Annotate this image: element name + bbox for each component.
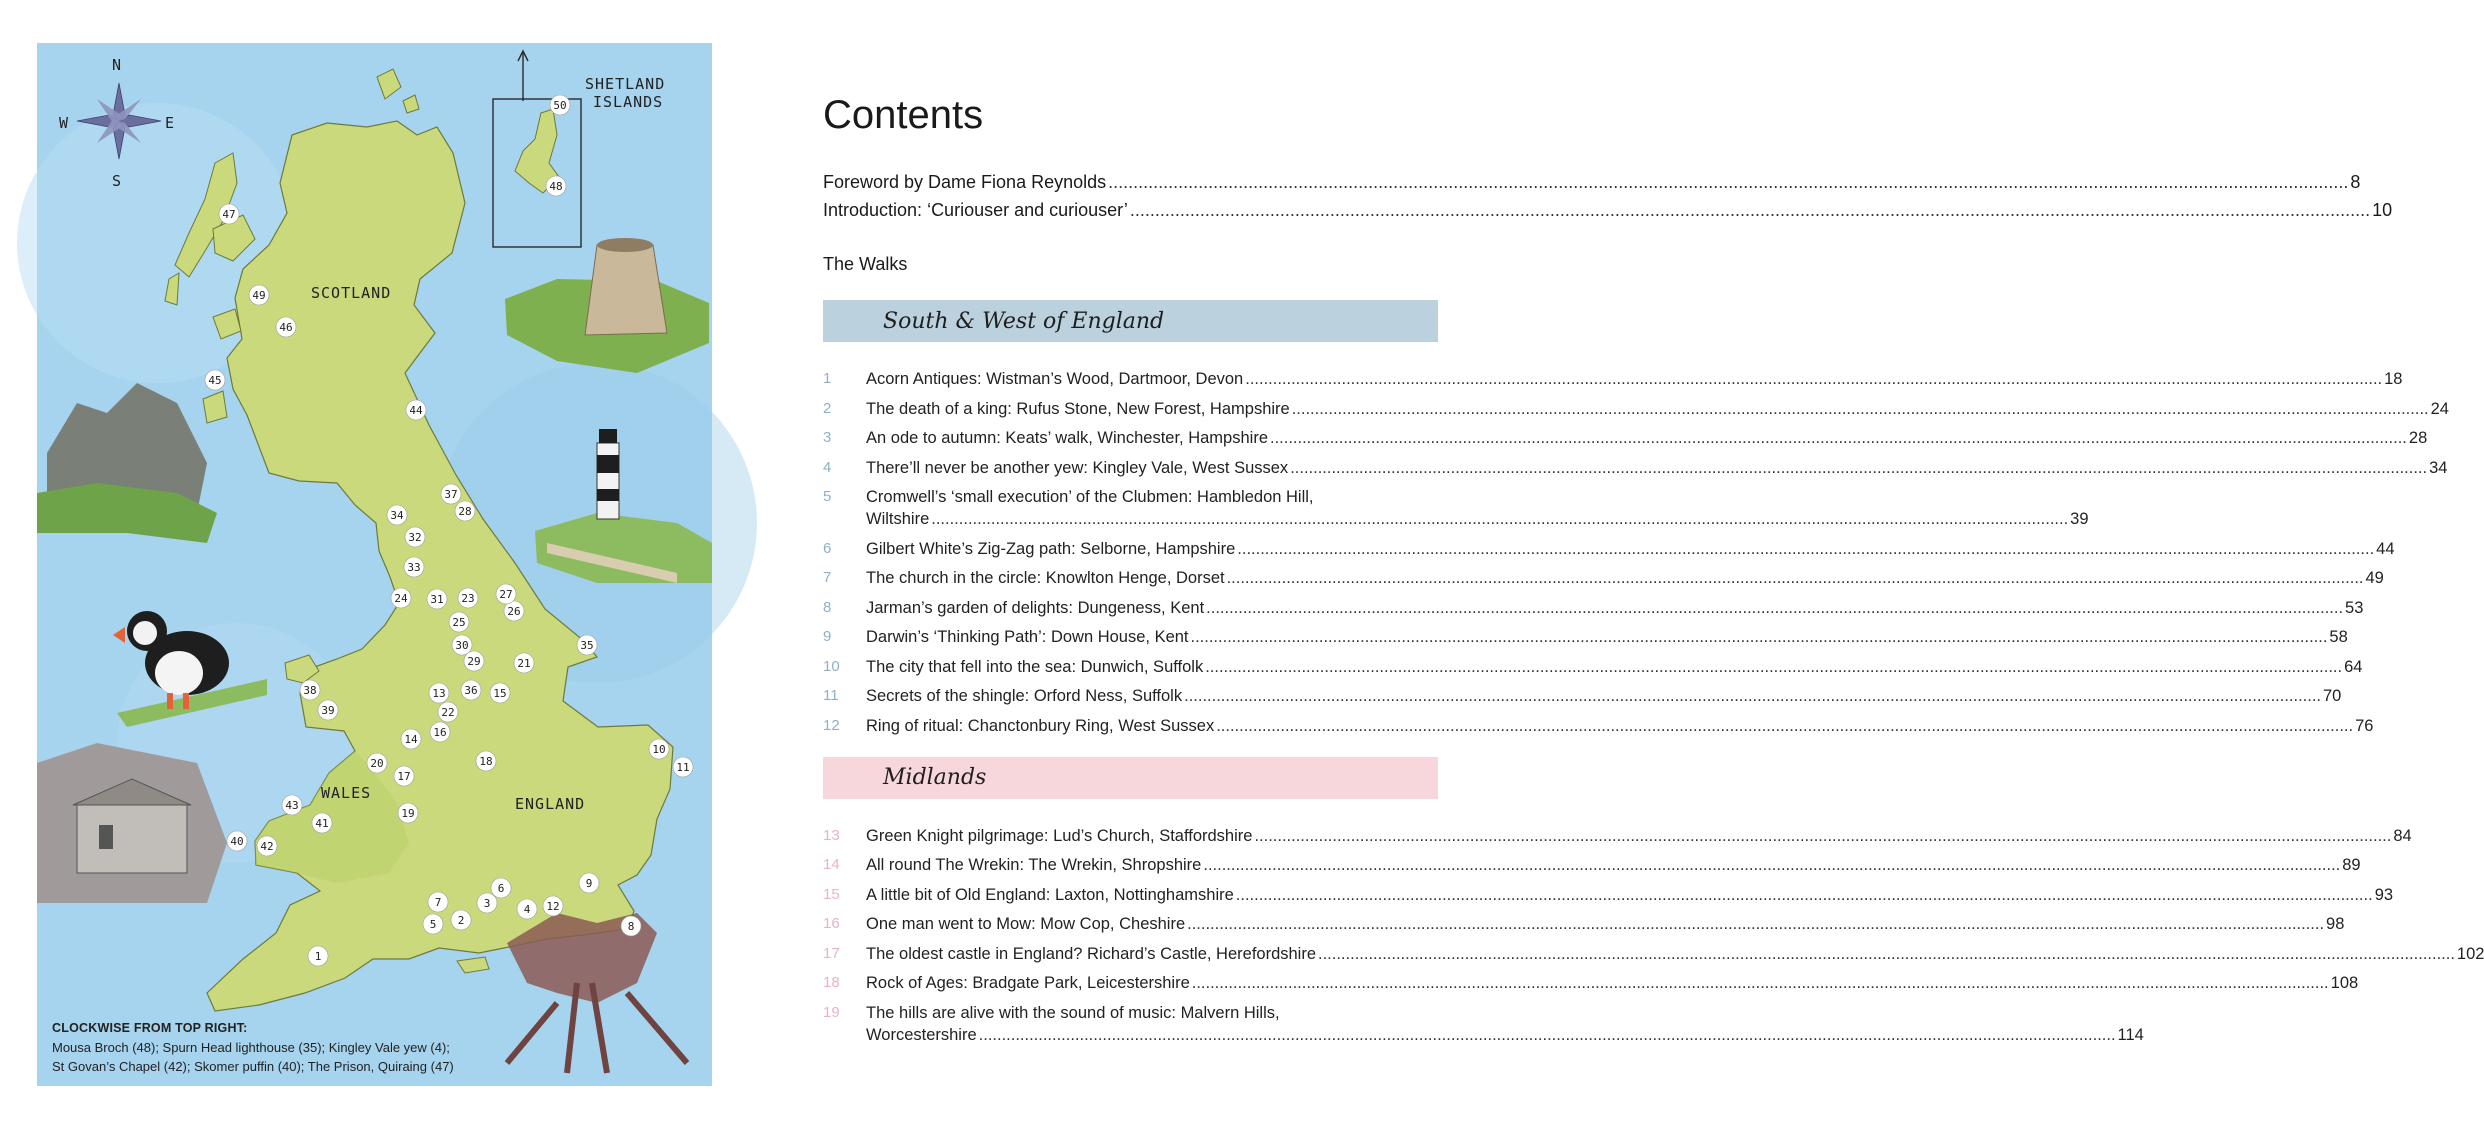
walk-title: Darwin’s ‘Thinking Path’: Down House, Kent — [866, 628, 1189, 646]
leader-dots — [1191, 626, 2328, 648]
walk-marker-number: 12 — [546, 900, 560, 913]
walk-marker — [257, 836, 277, 856]
walk-marker — [401, 729, 421, 749]
walk-entry-body — [866, 913, 2344, 935]
walk-page: 93 — [2374, 885, 2394, 904]
walk-entry-body — [866, 943, 2484, 965]
walk-entry[interactable] — [823, 1002, 2144, 1046]
walk-list — [823, 368, 2449, 737]
walk-entry[interactable] — [823, 567, 2384, 589]
leader-dots — [1254, 825, 2391, 847]
caption-line-1: Mousa Broch (48); Spurn Head lighthouse (35); Kingley Vale yew (4); — [52, 1040, 450, 1055]
walk-marker-number: 8 — [627, 920, 635, 933]
walk-marker — [452, 635, 472, 655]
walk-marker-number: 48 — [549, 180, 563, 193]
walk-number: 4 — [823, 458, 832, 476]
walk-number: 7 — [823, 569, 832, 586]
foreword-page: 8 — [2350, 172, 2361, 192]
walk-number: 3 — [823, 429, 832, 446]
walk-marker-number: 29 — [467, 655, 481, 668]
uk-map — [37, 43, 712, 1086]
caption-heading: CLOCKWISE FROM TOP RIGHT: — [52, 1021, 248, 1035]
walk-marker — [405, 527, 425, 547]
walk-marker — [441, 484, 461, 504]
walk-marker-number: 34 — [390, 509, 404, 522]
contents-page — [823, 90, 2484, 1053]
walk-marker — [205, 370, 225, 390]
walk-entry[interactable] — [823, 597, 2364, 619]
walk-marker — [550, 95, 570, 115]
walk-marker-number: 15 — [493, 687, 507, 700]
walk-marker-number: 39 — [321, 704, 335, 717]
walk-title: The city that fell into the sea: Dunwich, Suffolk — [866, 657, 1204, 676]
walk-marker — [451, 910, 471, 930]
leader-dots — [1205, 656, 2342, 678]
walk-marker-number: 23 — [461, 592, 475, 605]
walk-entry[interactable] — [823, 715, 2374, 737]
walk-marker — [491, 878, 511, 898]
walk-number: 16 — [823, 915, 840, 932]
walk-marker-number: 19 — [401, 807, 415, 820]
walk-marker-number: 45 — [208, 374, 222, 387]
walk-marker-number: 38 — [303, 684, 317, 697]
walk-marker — [429, 683, 449, 703]
page-title: Contents — [823, 93, 984, 137]
walk-list — [823, 825, 2484, 1046]
walk-entry-body — [866, 656, 2362, 678]
section-header: South & West of England — [823, 300, 1438, 342]
leader-dots — [1108, 168, 2348, 196]
walk-entry[interactable] — [823, 486, 2089, 530]
introduction-page: 10 — [2372, 200, 2393, 220]
walk-marker — [546, 176, 566, 196]
walk-marker — [649, 739, 669, 759]
leader-dots — [1130, 196, 2370, 224]
walk-marker — [476, 751, 496, 771]
walk-page: 53 — [2345, 598, 2364, 617]
walk-entry[interactable] — [823, 972, 2359, 994]
walk-marker-number: 3 — [483, 897, 491, 910]
leader-dots — [1318, 943, 2455, 965]
walk-marker — [367, 753, 387, 773]
walk-marker — [308, 946, 328, 966]
walk-marker — [673, 757, 693, 777]
walk-marker — [458, 588, 478, 608]
shetland-label-line1: SHETLAND — [585, 75, 666, 93]
walk-marker-number: 17 — [397, 770, 411, 783]
walk-marker — [438, 702, 458, 722]
walk-title-continuation-line — [866, 1024, 2144, 1046]
walk-marker-number: 24 — [394, 592, 408, 605]
walk-number: 8 — [823, 598, 832, 616]
walk-marker-number: 6 — [497, 882, 505, 895]
walk-title: The church in the circle: Knowlton Henge, Dorset — [866, 569, 1225, 587]
walk-entry-body — [866, 715, 2373, 737]
walk-number: 5 — [823, 488, 832, 505]
walk-marker — [514, 653, 534, 673]
leader-dots — [1184, 685, 2321, 707]
walk-entry-body — [866, 427, 2427, 449]
walk-entry-body — [866, 884, 2393, 906]
walk-entry-body — [866, 597, 2363, 619]
walk-marker — [428, 892, 448, 912]
walk-title: There’ll never be another yew: Kingley Vale, West Sussex — [866, 458, 1289, 477]
walk-entry-body — [866, 398, 2449, 420]
walk-page: 58 — [2329, 628, 2348, 646]
walk-marker — [300, 680, 320, 700]
walk-title: One man went to Mow: Mow Cop, Cheshire — [866, 915, 1186, 933]
walk-title: Gilbert White’s Zig-Zag path: Selborne, Hampshire — [866, 539, 1236, 558]
walk-number: 13 — [823, 826, 840, 844]
walk-marker-number: 35 — [580, 639, 594, 652]
walk-marker-number: 32 — [408, 531, 422, 544]
walk-number: 14 — [823, 856, 840, 873]
walk-entry-body — [866, 1002, 2144, 1046]
walk-marker — [449, 612, 469, 632]
walk-marker — [394, 766, 414, 786]
walk-title-continuation: Worcestershire — [866, 1025, 977, 1044]
walk-page: 98 — [2326, 915, 2345, 933]
walk-marker — [276, 317, 296, 337]
leader-dots — [931, 508, 2068, 530]
map-caption — [52, 1019, 692, 1076]
walk-marker-number: 33 — [407, 561, 421, 574]
walk-entry-body — [866, 368, 2402, 390]
walk-page: 84 — [2393, 826, 2412, 845]
walk-marker-number: 47 — [222, 208, 236, 221]
walk-marker-number: 50 — [553, 99, 567, 112]
walk-title-continuation-line — [866, 508, 2089, 530]
walk-title: Jarman’s garden of delights: Dungeness, Kent — [866, 598, 1205, 617]
leader-dots — [979, 1024, 2116, 1046]
leader-dots — [1290, 457, 2427, 479]
walk-page: 108 — [2330, 974, 2359, 992]
walk-marker — [517, 899, 537, 919]
walk-marker — [398, 803, 418, 823]
foreword-entry[interactable] — [823, 168, 2361, 196]
walk-marker-number: 30 — [455, 639, 469, 652]
walk-marker — [312, 813, 332, 833]
walk-entry-body — [866, 825, 2412, 847]
walk-marker-number: 7 — [434, 896, 442, 909]
walk-marker — [227, 831, 247, 851]
walk-page: 102 — [2456, 944, 2484, 963]
walk-title: An ode to autumn: Keats’ walk, Winchester, Hampshire — [866, 429, 1268, 447]
walk-marker-number: 42 — [260, 840, 274, 853]
walk-number: 1 — [823, 370, 832, 387]
walk-entry[interactable] — [823, 854, 2361, 876]
walk-entry[interactable] — [823, 943, 2484, 965]
walk-entry[interactable] — [823, 884, 2394, 906]
walk-title: Acorn Antiques: Wistman’s Wood, Dartmoor, Devon — [866, 370, 1244, 388]
leader-dots — [1237, 538, 2374, 560]
walk-marker-number: 11 — [676, 761, 690, 774]
walk-marker — [406, 400, 426, 420]
walk-marker-number: 18 — [479, 755, 493, 768]
walk-marker-number: 31 — [430, 593, 444, 606]
walk-marker — [461, 680, 481, 700]
st-govans-chapel-illustration — [37, 743, 227, 903]
walk-number: 12 — [823, 716, 840, 734]
walk-entry[interactable] — [823, 368, 2403, 390]
walk-number: 17 — [823, 944, 840, 962]
shetland-label-line2: ISLANDS — [593, 93, 664, 111]
walk-entry-body — [866, 854, 2361, 876]
walk-entry-body — [866, 972, 2358, 994]
walk-title: Rock of Ages: Bradgate Park, Leicestershire — [866, 974, 1190, 992]
walk-title: The hills are alive with the sound of music: Malvern Hills, — [866, 1003, 1280, 1022]
compass-n-label: N — [112, 56, 123, 74]
walk-title: The death of a king: Rufus Stone, New Forest, Hampshire — [866, 399, 1290, 418]
walk-number: 15 — [823, 885, 840, 903]
map-illustration — [37, 43, 712, 1086]
walk-marker-number: 44 — [409, 404, 423, 417]
walk-marker-number: 49 — [252, 289, 266, 302]
walk-page: 24 — [2430, 399, 2449, 418]
leader-dots — [1292, 398, 2429, 420]
walk-entry[interactable] — [823, 913, 2345, 935]
walk-marker-number: 21 — [517, 657, 531, 670]
walk-number: 19 — [823, 1003, 840, 1021]
compass-w-label: W — [59, 114, 70, 132]
walk-entry-body — [866, 457, 2447, 479]
walk-entry-body — [866, 486, 2089, 530]
walk-marker-number: 13 — [432, 687, 446, 700]
walk-marker-number: 28 — [458, 505, 472, 518]
walk-marker — [496, 584, 516, 604]
walk-entry[interactable] — [823, 457, 2448, 479]
leader-dots — [1270, 427, 2407, 449]
walk-title: A little bit of Old England: Laxton, Nottinghamshire — [866, 885, 1234, 904]
walk-marker — [423, 914, 443, 934]
caption-line-2: St Govan’s Chapel (42); Skomer puffin (40); The Prison, Quiraing (47) — [52, 1059, 454, 1074]
scotland-label: SCOTLAND — [311, 284, 392, 302]
walk-title: The oldest castle in England? Richard’s Castle, Herefordshire — [866, 944, 1317, 963]
walk-marker-number: 14 — [404, 733, 418, 746]
walk-number: 11 — [823, 687, 839, 704]
walk-marker-number: 37 — [444, 488, 458, 501]
walk-title-continuation: Wiltshire — [866, 510, 930, 528]
walk-page: 114 — [2117, 1025, 2144, 1044]
walk-entry[interactable] — [823, 825, 2412, 847]
walk-marker — [282, 795, 302, 815]
walk-marker — [404, 557, 424, 577]
walk-entry-body — [866, 626, 2348, 648]
walk-marker — [621, 916, 641, 936]
walk-marker — [490, 683, 510, 703]
walk-entry-body — [866, 685, 2341, 707]
walk-marker-number: 36 — [464, 684, 478, 697]
walk-entry-body — [866, 538, 2395, 560]
walk-marker-number: 25 — [452, 616, 466, 629]
walk-sections — [823, 300, 2484, 1046]
walk-marker — [219, 204, 239, 224]
walk-marker-number: 43 — [285, 799, 299, 812]
compass-e-label: E — [165, 114, 176, 132]
walk-marker-number: 1 — [314, 950, 322, 963]
walk-entry[interactable] — [823, 656, 2363, 678]
walk-marker — [430, 722, 450, 742]
walk-number: 18 — [823, 974, 840, 991]
walk-page: 64 — [2344, 657, 2363, 676]
walk-marker-number: 10 — [652, 743, 666, 756]
walk-marker-number: 20 — [370, 757, 384, 770]
leader-dots — [1216, 715, 2353, 737]
section-header: Midlands — [823, 757, 1438, 799]
walk-marker — [579, 873, 599, 893]
walk-marker — [543, 896, 563, 916]
walk-page: 28 — [2408, 429, 2428, 447]
walk-marker-number: 2 — [457, 914, 465, 927]
walk-entry[interactable] — [823, 685, 2342, 707]
walk-page: 44 — [2376, 539, 2395, 558]
walk-title: Green Knight pilgrimage: Lud’s Church, Staffordshire — [866, 826, 1253, 845]
walk-page: 89 — [2342, 856, 2361, 874]
walk-marker-number: 27 — [499, 588, 513, 601]
walk-number: 2 — [823, 399, 832, 417]
walk-marker — [249, 285, 269, 305]
wales-label: WALES — [321, 784, 372, 802]
walk-marker — [577, 635, 597, 655]
walk-page: 70 — [2323, 687, 2342, 705]
walk-entry-body — [866, 567, 2384, 589]
walk-page: 34 — [2429, 458, 2448, 477]
leader-dots — [1192, 972, 2329, 994]
walk-marker — [318, 700, 338, 720]
walk-marker-number: 5 — [429, 918, 437, 931]
introduction-entry[interactable] — [823, 196, 2393, 224]
foreword-label: Foreword by Dame Fiona Reynolds — [823, 172, 1107, 192]
walk-marker — [477, 893, 497, 913]
walk-marker-number: 16 — [433, 726, 447, 739]
walk-number: 9 — [823, 628, 832, 645]
walk-entry[interactable] — [823, 398, 2449, 420]
walk-entry[interactable] — [823, 626, 2348, 648]
walk-title: All round The Wrekin: The Wrekin, Shropshire — [866, 856, 1202, 874]
leader-dots — [1245, 368, 2382, 390]
walk-number: 6 — [823, 539, 832, 557]
leader-dots — [1227, 567, 2364, 589]
walk-marker-number: 41 — [315, 817, 329, 830]
leader-dots — [1236, 884, 2373, 906]
walk-marker-number: 22 — [441, 706, 455, 719]
introduction-label: ‘Curiouser and curiouser’ — [922, 200, 1128, 220]
walk-entry[interactable] — [823, 538, 2395, 560]
walk-page: 18 — [2384, 370, 2403, 388]
walk-marker-number: 9 — [585, 877, 593, 890]
leader-dots — [1206, 597, 2343, 619]
walk-marker — [455, 501, 475, 521]
walk-marker-number: 40 — [230, 835, 244, 848]
walk-marker-number: 46 — [279, 321, 293, 334]
walk-entry[interactable] — [823, 427, 2428, 449]
walk-marker — [427, 589, 447, 609]
walk-marker-number: 4 — [523, 903, 531, 916]
walk-marker — [387, 505, 407, 525]
leader-dots — [1187, 913, 2324, 935]
walk-page: 49 — [2365, 569, 2384, 587]
england-label: ENGLAND — [515, 795, 586, 813]
walk-title: Cromwell’s ‘small execution’ of the Clubmen: Hambledon Hill, — [866, 488, 1314, 506]
walk-number: 10 — [823, 657, 840, 675]
walk-page: 76 — [2355, 716, 2374, 735]
walk-title: Ring of ritual: Chanctonbury Ring, West Sussex — [866, 716, 1215, 735]
compass-s-label: S — [112, 172, 123, 190]
walk-title: Secrets of the shingle: Orford Ness, Suffolk — [866, 687, 1183, 705]
walk-page: 39 — [2070, 510, 2089, 528]
leader-dots — [1203, 854, 2340, 876]
walk-marker-number: 26 — [507, 605, 521, 618]
introduction-label-bold: Introduction: — [823, 200, 923, 220]
walks-heading: The Walks — [823, 254, 908, 274]
walk-marker — [391, 588, 411, 608]
